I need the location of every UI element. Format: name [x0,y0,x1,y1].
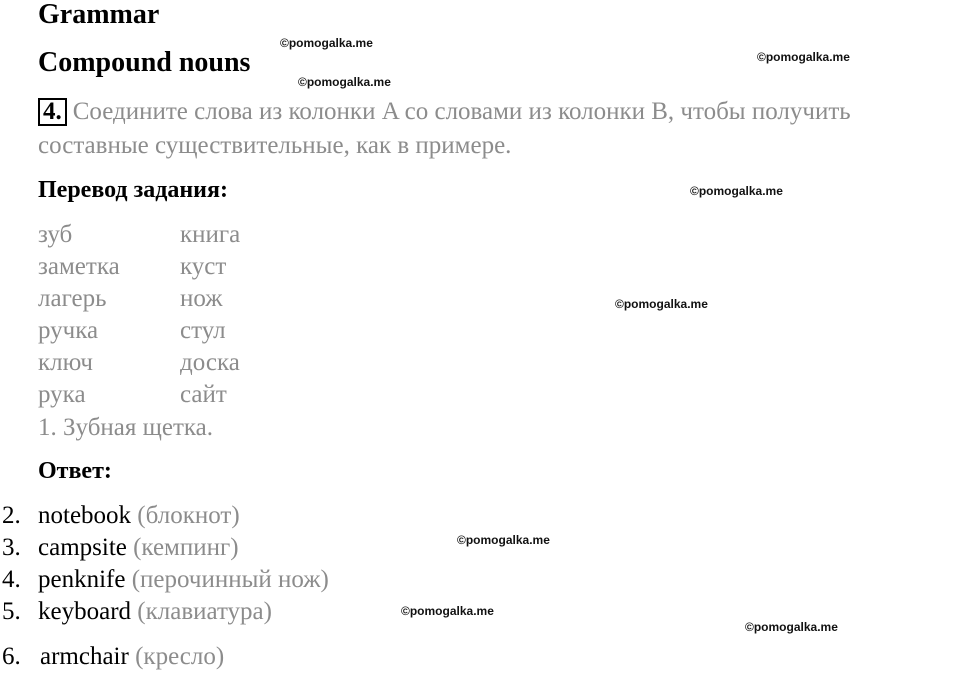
watermark: ©pomogalka.me [690,184,783,198]
column-a [38,219,120,411]
column-b-item: книга [180,221,241,248]
task-text-1: Соедините слова из колонки A со словами из колонки B, чтобы получить [72,98,851,125]
answer-russian: (блокнот) [137,502,240,529]
column-b [180,219,240,411]
task-number: 4. [38,98,67,126]
answer-item [2,596,272,628]
column-a-item: ключ [38,349,93,376]
answer-number: 5. [2,598,21,625]
example-line: 1. Зубная щетка. [38,414,214,441]
column-a-item: зуб [38,221,73,248]
answer-title: Ответ: [38,458,112,484]
watermark: ©pomogalka.me [401,604,494,618]
translation-title: Перевод задания: [38,177,228,203]
column-b-item: сайт [180,381,227,408]
page-subheading: Compound nouns [38,47,251,78]
watermark: ©pomogalka.me [457,533,550,547]
watermark: ©pomogalka.me [757,50,850,64]
answer-item [2,532,239,564]
answer-english: penknife [38,566,126,593]
column-a-item: ручка [38,317,99,344]
answer-item [2,641,224,673]
answer-english: notebook [38,502,132,529]
answer-russian: (перочинный нож) [131,566,329,593]
answer-russian: (кемпинг) [133,534,239,561]
answer-number: 4. [2,566,21,593]
task-line-2: составные существительные, как в примере. [38,132,512,159]
column-b-item: куст [180,253,227,280]
answer-russian: (клавиатура) [137,598,272,625]
column-a-item: лагерь [38,285,107,312]
column-a-item: рука [38,381,86,408]
column-b-item: стул [180,317,226,344]
answer-number: 3. [2,534,21,561]
watermark: ©pomogalka.me [615,297,708,311]
watermark: ©pomogalka.me [745,620,838,634]
column-b-item: доска [180,349,240,376]
answer-number: 6. [2,643,21,670]
watermark: ©pomogalka.me [298,75,391,89]
column-a-item: заметка [38,253,120,280]
answer-item [2,564,329,596]
answer-english: keyboard [38,598,132,625]
answer-english: campsite [38,534,127,561]
answer-item [2,500,240,532]
answer-number: 2. [2,502,21,529]
column-b-item: нож [180,285,223,312]
watermark: ©pomogalka.me [280,36,373,50]
page-heading: Grammar [38,0,160,30]
answer-english: armchair [40,643,129,670]
task-line-1 [38,96,851,127]
answer-russian: (кресло) [135,643,225,670]
